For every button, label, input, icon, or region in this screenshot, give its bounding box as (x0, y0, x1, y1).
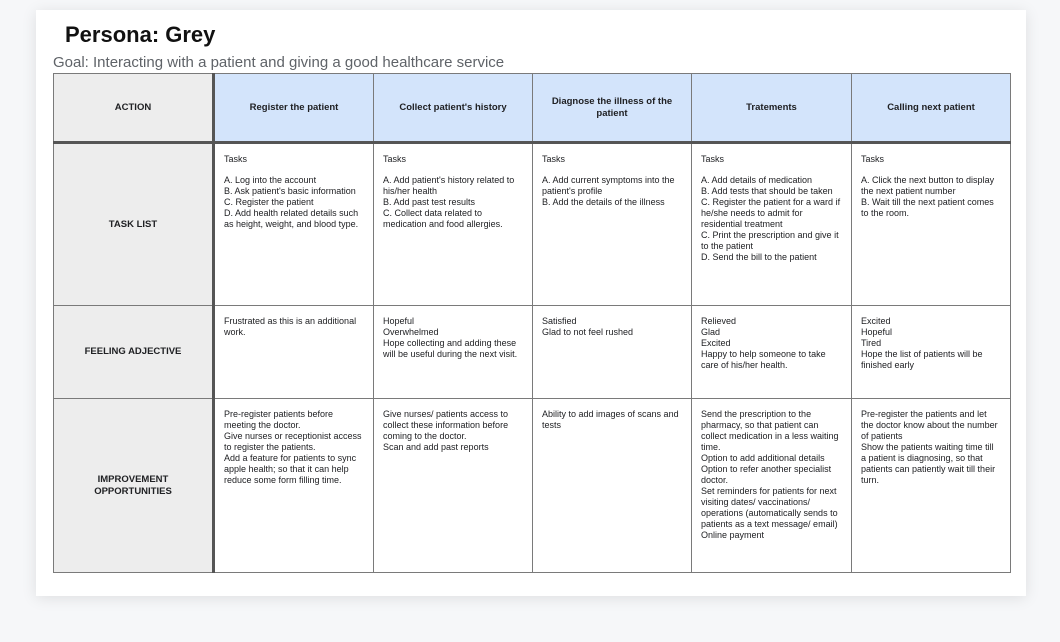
table-cell (533, 306, 692, 399)
cell-heading: Tasks (542, 154, 566, 164)
cell-line: Tired (861, 338, 882, 348)
cell-line: Pre-register the patients and let the doctor know about the number of patients (861, 409, 998, 441)
cell-line: Online payment (701, 530, 765, 540)
cell-line: A. Log into the account (224, 175, 317, 185)
page-title: Persona: Grey (65, 22, 216, 47)
table-cell (214, 143, 374, 306)
cell-line: Set reminders for patients for next visiting dates/ vaccinations/ operations (automatically sends to patients as a text message/ email) (701, 486, 838, 529)
table-cell (533, 143, 692, 306)
column-header: Tratements (692, 74, 852, 143)
cell-line: Give nurses/ patients access to collect these information before coming to the doctor. (383, 409, 509, 441)
row-header: TASK LIST (54, 143, 214, 306)
cell-line: Satisfied (542, 316, 577, 326)
table-cell (374, 399, 533, 573)
cell-heading: Tasks (861, 154, 885, 164)
cell-line: D. Send the bill to the patient (701, 252, 817, 262)
table-cell (692, 143, 852, 306)
cell-line: Ability to add images of scans and tests (542, 409, 679, 430)
corner-header: ACTION (54, 74, 214, 143)
cell-line: Excited (861, 316, 891, 326)
row-header: IMPROVEMENT OPPORTUNITIES (54, 399, 214, 573)
task-list-row (54, 143, 1011, 306)
cell-line: Send the prescription to the pharmacy, so that patient can collect medication in a less waiting time. (701, 409, 839, 452)
column-header: Collect patient's history (374, 74, 533, 143)
cell-line: Give nurses or receptionist access to register the patients. (224, 431, 362, 452)
header-row (54, 74, 1011, 143)
cell-line: Excited (701, 338, 731, 348)
cell-line: Hopeful (861, 327, 893, 337)
cell-line: Hope the list of patients will be finished early (861, 349, 983, 370)
cell-line: Hopeful (383, 316, 415, 326)
cell-line: C. Register the patient (224, 197, 314, 207)
table-cell (374, 143, 533, 306)
cell-heading: Tasks (224, 154, 248, 164)
cell-line: B. Add past test results (383, 197, 476, 207)
cell-line: B. Add the details of the illness (542, 197, 665, 207)
feeling-adjective-row (54, 306, 1011, 399)
persona-card (36, 10, 1026, 596)
cell-line: Relieved (701, 316, 737, 326)
journey-map-table (53, 73, 1011, 573)
cell-line: Happy to help someone to take care of his/her health. (701, 349, 826, 370)
cell-line: Option to add additional details (701, 453, 825, 463)
cell-line: C. Print the prescription and give it to the patient (701, 230, 839, 251)
cell-line: Hope collecting and adding these will be useful during the next visit. (383, 338, 518, 359)
table-cell (533, 399, 692, 573)
table-cell (214, 399, 374, 573)
cell-heading: Tasks (383, 154, 407, 164)
table-cell (852, 143, 1011, 306)
cell-line: Scan and add past reports (383, 442, 489, 452)
goal-subtitle: Goal: Interacting with a patient and giving a good healthcare service (53, 54, 505, 71)
cell-line: B. Add tests that should be taken (701, 186, 833, 196)
cell-line: A. Add current symptoms into the patient's profile (542, 175, 675, 196)
table-cell (214, 306, 374, 399)
cell-line: C. Register the patient for a ward if he/she needs to admit for residential treatment (701, 197, 841, 229)
cell-line: A. Add details of medication (701, 175, 813, 185)
table-cell (852, 306, 1011, 399)
cell-line: C. Collect data related to medication and food allergies. (383, 208, 503, 229)
column-header: Diagnose the illness of the patient (533, 74, 692, 143)
cell-line: D. Add health related details such as height, weight, and blood type. (224, 208, 359, 229)
table-cell (852, 399, 1011, 573)
cell-heading: Tasks (701, 154, 725, 164)
cell-line: B. Wait till the next patient comes to the room. (861, 197, 994, 218)
table-cell (692, 306, 852, 399)
cell-line: Glad to not feel rushed (542, 327, 634, 337)
cell-line: B. Ask patient's basic information (224, 186, 356, 196)
cell-line: Show the patients waiting time till a patient is diagnosing, so that patients can patiently wait till their turn. (861, 442, 996, 485)
cell-line: Overwhelmed (383, 327, 439, 337)
cell-line: Option to refer another specialist doctor. (701, 464, 832, 485)
cell-line: A. Add patient's history related to his/her health (383, 175, 515, 196)
table-cell (374, 306, 533, 399)
cell-line: Pre-register patients before meeting the doctor. (224, 409, 334, 430)
row-header: FEELING ADJECTIVE (54, 306, 214, 399)
cell-line: Glad (701, 327, 721, 337)
cell-line: Add a feature for patients to sync apple health; so that it can help reduce some form filling time. (224, 453, 357, 485)
column-header: Register the patient (214, 74, 374, 143)
table-cell (692, 399, 852, 573)
cell-line: Frustrated as this is an additional work. (224, 316, 357, 337)
column-header: Calling next patient (852, 74, 1011, 143)
improvement-opportunities-row (54, 399, 1011, 573)
cell-line: A. Click the next button to display the next patient number (861, 175, 995, 196)
